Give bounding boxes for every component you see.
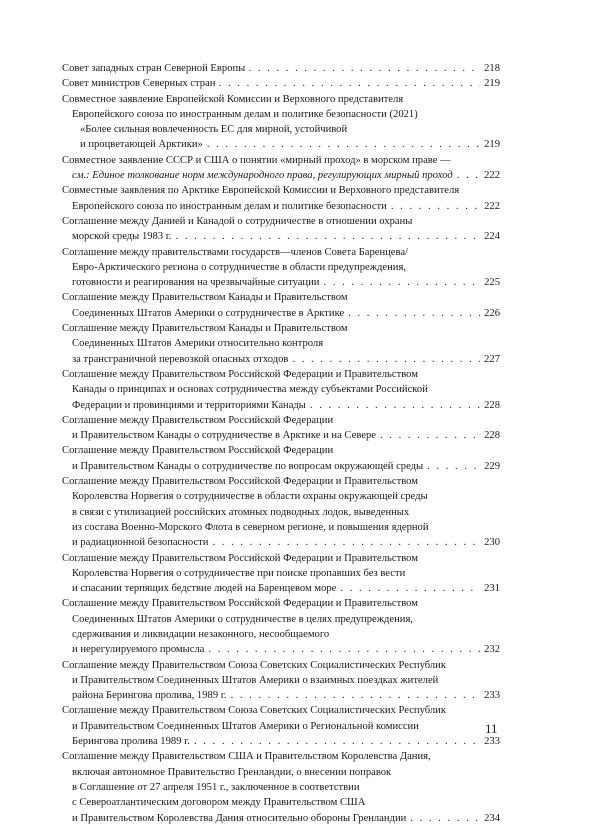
page-number: 11 [485, 721, 498, 736]
toc-page-number: 233 [484, 736, 500, 748]
toc-page-number: 225 [484, 277, 500, 289]
dot-leader [292, 352, 480, 367]
toc-entry-text: Соединенных Штатов Америки о сотрудничестве в Арктике [72, 307, 345, 319]
toc-entry [62, 443, 500, 474]
toc-page-number: 231 [484, 583, 500, 595]
toc-page-number: 233 [484, 690, 500, 702]
toc-page-number: 229 [484, 460, 500, 472]
toc-entry [62, 92, 500, 153]
toc-entry [62, 245, 500, 291]
dot-leader [410, 811, 480, 826]
toc-entry [62, 703, 500, 749]
toc-entry-text: и Правительством Соединенных Штатов Америки о Региональной комиссии [72, 720, 419, 732]
toc-entry-text: и Правительством Канады о сотрудничестве по вопросам окружающей среды [72, 460, 424, 472]
toc-entry-text: и Правительством Соединенных Штатов Америки о взаимных поездках жителей [72, 674, 439, 686]
toc-entry-text: Совместные заявления по Арктике Европейской Комиссии и Верховного представителя [62, 185, 460, 197]
toc-entry [62, 551, 500, 597]
dot-leader [212, 535, 480, 550]
toc-entry-text: Соглашение между Правительством Канады и Правительством [62, 323, 348, 335]
toc-entry [62, 214, 500, 245]
toc-entry-text: и нерегулируемого промысла [72, 644, 205, 656]
dot-leader [348, 306, 480, 321]
toc-entry-text: в Соглашение от 27 апреля 1951 г., заключенное в соответствии [72, 781, 360, 793]
table-of-contents [62, 61, 500, 826]
toc-entry [62, 749, 500, 825]
toc-page-number: 228 [484, 430, 500, 442]
toc-page-number: 232 [484, 644, 500, 656]
dot-leader [176, 229, 480, 244]
toc-entry-text: Соглашение между Правительством Российской Федерации и Правительством [62, 598, 418, 610]
dot-leader [249, 61, 480, 76]
toc-entry-text: Королевства Норвегия о сотрудничестве в области охраны окружающей среды [72, 491, 428, 503]
toc-entry-text: Королевства Норвегия о сотрудничестве при поиске пропавших без вести [72, 567, 406, 579]
toc-entry-text: включая автономное Правительство Гренландии, о внесении поправок [72, 766, 392, 778]
toc-entry [62, 413, 500, 444]
toc-page-number: 234 [484, 812, 500, 824]
toc-entry-text: Соглашение между Правительством Союза Советских Социалистических Республик [62, 705, 446, 717]
toc-entry-text: за трансграничной перевозкой опасных отходов [72, 353, 289, 365]
dot-leader [457, 168, 480, 183]
toc-page-number: 228 [484, 399, 500, 411]
toc-entry [62, 61, 500, 76]
toc-entry [62, 153, 500, 184]
dot-leader [194, 734, 480, 749]
toc-entry-text: Совместное заявление СССР и США о понятии «мирный проход» в морском праве — [62, 154, 451, 166]
toc-entry-text: и спасании терпящих бедствие людей на Баренцевом море [72, 583, 337, 595]
toc-entry-text: Соглашение между Правительством Российской Федерации и Правительством [62, 552, 418, 564]
toc-page-number: 219 [484, 78, 500, 90]
dot-leader [340, 581, 480, 596]
toc-entry-text: из состава Военно-Морского Флота в северном регионе, и повышения ядерной [72, 521, 429, 533]
toc-entry [62, 367, 500, 413]
toc-entry-text: района Берингова пролива, 1989 г. [72, 690, 227, 702]
toc-entry-text: Европейского союза по иностранным делам и политике безопасности (2021) [72, 108, 418, 120]
toc-entry-text: и радиационной безопасности [72, 537, 209, 549]
toc-entry-text: Федерации и провинциями и территориями Канады [72, 399, 306, 411]
dot-leader [207, 137, 480, 152]
toc-entry-text: Соглашение между Данией и Канадой о сотрудничестве в отношении охраны [62, 215, 413, 227]
toc-entry-text: Соглашение между Правительством США и Правительством Королевства Дания, [62, 751, 431, 763]
toc-entry-text: готовности и реагирования на чрезвычайные ситуации [72, 277, 320, 289]
toc-entry-text: и процветающей Арктики» [80, 139, 203, 151]
toc-page-number: 227 [484, 353, 500, 365]
dot-leader [427, 459, 480, 474]
toc-entry-text: Соединенных Штатов Америки относительно контроля [72, 338, 324, 350]
toc-entry-text: Соглашение между Правительством Российской Федерации и Правительством [62, 368, 418, 380]
toc-page-number: 230 [484, 537, 500, 549]
toc-entry-text: Совместное заявление Европейской Комиссии и Верховного представителя [62, 93, 404, 105]
dot-leader [323, 275, 480, 290]
toc-entry-text: с Североатлантическим договором между Правительством США [72, 797, 366, 809]
toc-entry-text: Соглашение между Правительством Российской Федерации [62, 414, 334, 426]
toc-page-number: 222 [484, 200, 500, 212]
toc-entry [62, 658, 500, 704]
dot-leader [380, 428, 480, 443]
toc-entry-text: и Правительством Канады о сотрудничестве в Арктике и на Севере [72, 430, 376, 442]
toc-entry-text: Совет министров Северных стран [62, 78, 216, 90]
toc-entry-text: и Правительством Королевства Дания относительно обороны Гренландии [72, 812, 407, 824]
toc-entry-text: «Более сильная вовлеченность ЕС для мирной, устойчивой [80, 124, 348, 136]
toc-entry-text: Евро-Арктического региона о сотрудничестве в области предупреждения, [72, 261, 406, 273]
toc-entry-text: Соглашение между Правительством Российской Федерации [62, 445, 334, 457]
toc-entry-text: Канады о принципах и основах сотрудничества между субъектами Российской [72, 384, 428, 396]
toc-page-number: 222 [484, 170, 500, 182]
dot-leader [391, 199, 480, 214]
toc-entry-text: Берингова пролива 1989 г. [72, 736, 190, 748]
dot-leader [208, 642, 480, 657]
toc-page-number: 226 [484, 307, 500, 319]
toc-entry-text: Соглашение между Правительством Союза Советских Социалистических Республик [62, 659, 446, 671]
toc-entry [62, 596, 500, 657]
toc-entry-text: морской среды 1983 г. [72, 231, 172, 243]
toc-entry [62, 183, 500, 214]
dot-leader [219, 76, 480, 91]
toc-page-number: 218 [484, 63, 500, 74]
toc-entry [62, 321, 500, 367]
toc-entry-text: сдерживания и ликвидации незаконного, несообщаемого [72, 628, 330, 640]
toc-entry-text: Совет западных стран Северной Европы [62, 63, 246, 74]
toc-entry-text: Соединенных Штатов Америки о сотрудничестве в целях предупреждения, [72, 613, 413, 625]
toc-page-number: 224 [484, 231, 500, 243]
dot-leader [231, 688, 480, 703]
toc-entry-text: Соглашение между Правительством Российской Федерации и Правительством [62, 476, 418, 488]
toc-entry-text: Соглашение между правительствами государств—членов Совета Баренцева/ [62, 246, 409, 258]
toc-entry-text: в связи с утилизацией российских атомных подводных лодок, выведенных [72, 506, 410, 518]
toc-page-number: 219 [484, 139, 500, 151]
toc-entry [62, 290, 500, 321]
toc-entry-text: Европейского союза по иностранным делам и политике безопасности [72, 200, 387, 212]
toc-entry [62, 474, 500, 550]
toc-entry-text: см.: Единое толкование норм международного права, регулирующих мирный проход [72, 170, 453, 182]
toc-entry-text: Соглашение между Правительством Канады и Правительством [62, 292, 348, 304]
dot-leader [310, 398, 480, 413]
toc-entry [62, 76, 500, 91]
